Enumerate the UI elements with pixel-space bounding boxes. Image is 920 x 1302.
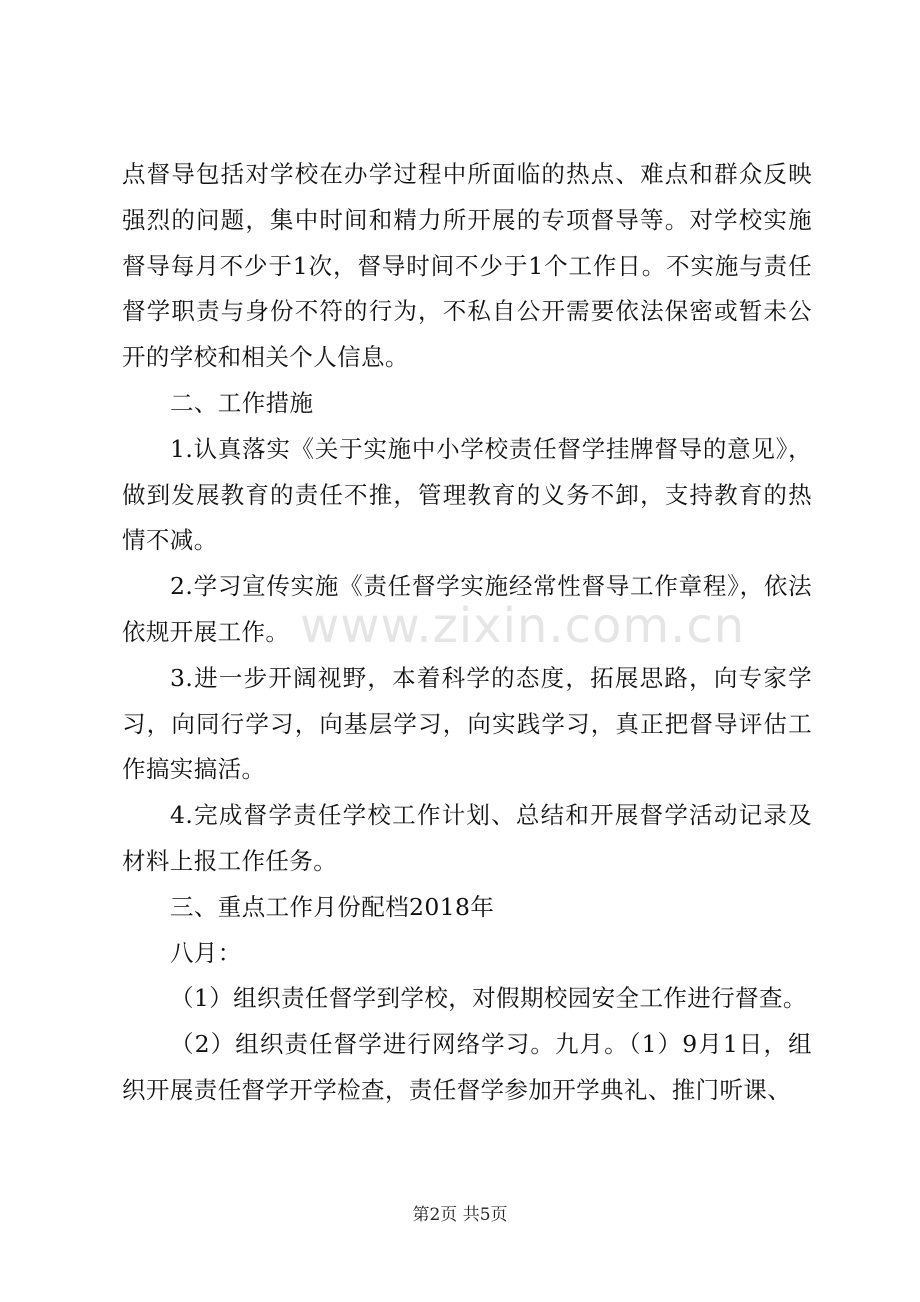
measure-item-2: 2.学习宣传实施《责任督学实施经常性督导工作章程》，依法依规开展工作。 [122, 572, 812, 646]
section-heading-monthly-schedule: 三、重点工作月份配档2018年 [170, 892, 495, 921]
section-heading-work-measures: 二、工作措施 [170, 388, 314, 417]
watermark: www.zixin.com.cn [300, 598, 746, 654]
august-item-2: （2）组织责任督学进行网络学习。九月。（1）9月1日，组织开展责任督学开学检查，责任督学参加开学典礼、推门听课、 [122, 1030, 812, 1104]
measure-item-3: 3.进一步开阔视野，本着科学的态度，拓展思路，向专家学习，向同行学习，向基层学习，向实践学习，真正把督导评估工作搞实搞活。 [122, 663, 812, 784]
month-label-august: 八月： [170, 938, 242, 967]
document-body [122, 152, 812, 1114]
measure-item-1: 1.认真落实《关于实施中小学校责任督学挂牌督导的意见》，做到发展教育的责任不推，管理教育的义务不卸，支持教育的热情不减。 [122, 434, 812, 555]
paragraph-continuation: 点督导包括对学校在办学过程中所面临的热点、难点和群众反映强烈的问题，集中时间和精力所开展的专项督导等。对学校实施督导每月不少于1次，督导时间不少于1个工作日。不实施与责任督学职责与身份不符的行为，不私自公开需要依法保密或暂未公开的学校和相关个人信息。 [122, 160, 812, 372]
page-footer: 第2页 共5页 [412, 1205, 508, 1225]
august-item-1: （1）组织责任督学到学校，对假期校园安全工作进行督查。 [170, 984, 807, 1013]
measure-item-4: 4.完成督学责任学校工作计划、总结和开展督学活动记录及材料上报工作任务。 [122, 801, 812, 875]
